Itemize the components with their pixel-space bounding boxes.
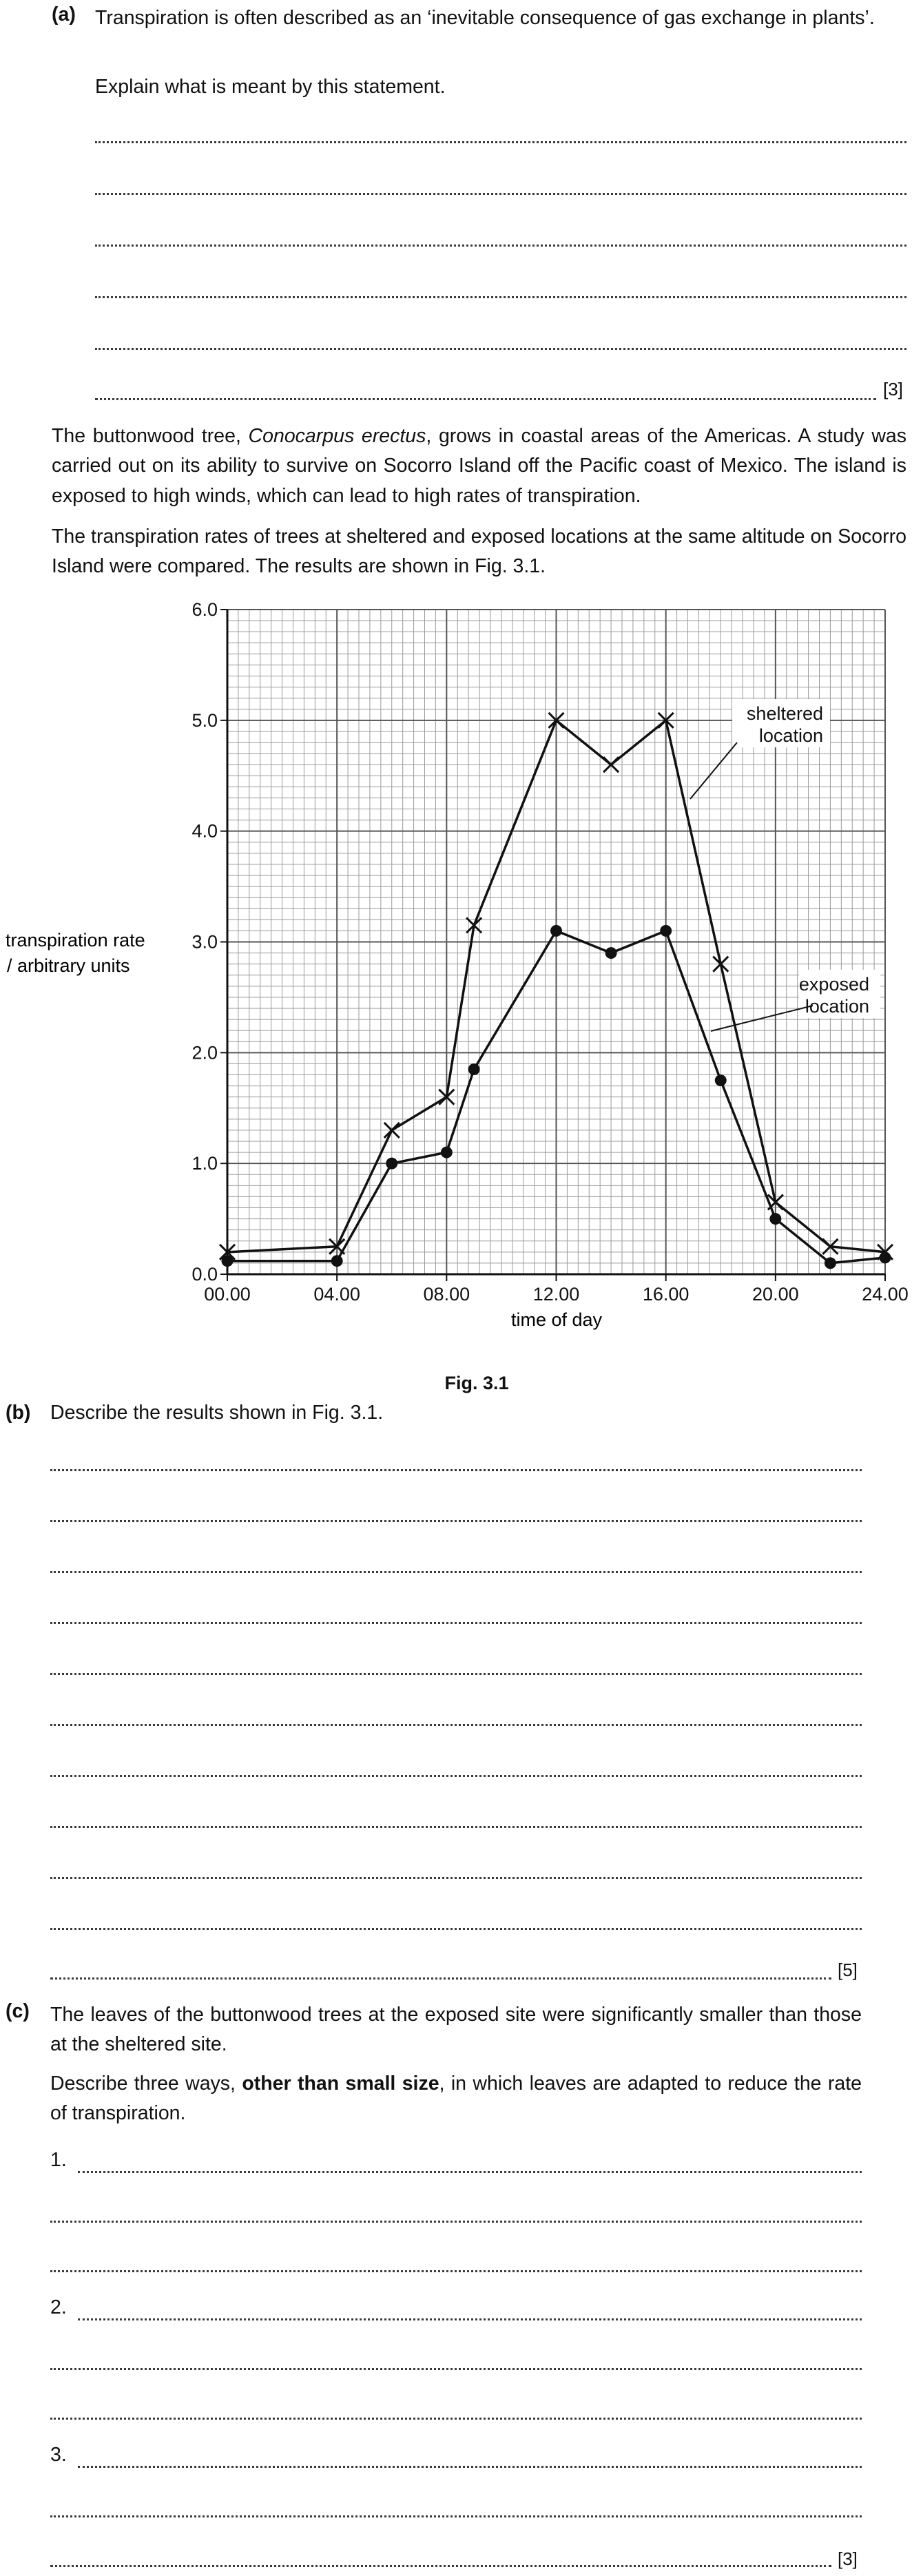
answer-line[interactable] <box>78 2466 862 2468</box>
y-tick-label: 6.0 <box>191 599 218 620</box>
answer-line[interactable] <box>50 2221 862 2223</box>
intro-paragraph-2: The transpiration rates of trees at sheltered and exposed locations at the same altitude on Socorro Island were compared. The results are shown in Fig. 3.1. <box>52 526 906 578</box>
part-a-marks: [3] <box>883 379 903 399</box>
data-point-dot <box>386 1158 397 1170</box>
answer-line[interactable] <box>50 1928 862 1930</box>
part-b-question: Describe the results shown in Fig. 3.1. <box>50 1402 384 1424</box>
answer-line[interactable] <box>95 398 876 400</box>
part-c-label: (c) <box>6 2000 30 2022</box>
answer-line[interactable] <box>50 1520 862 1522</box>
series-label-exposed-line1: exposed <box>798 974 869 995</box>
answer-number-2: 2. <box>50 2296 67 2318</box>
data-point-dot <box>660 925 672 937</box>
answer-line[interactable] <box>95 296 906 298</box>
part-b-label: (b) <box>6 1402 31 1424</box>
x-axis-label: time of day <box>510 1309 603 1330</box>
x-tick-label: 12.00 <box>532 1284 580 1305</box>
x-tick-label: 04.00 <box>313 1284 360 1305</box>
instruction-emphasis: other than small size <box>242 2073 439 2095</box>
figure-caption: Fig. 3.1 <box>444 1373 509 1393</box>
answer-line[interactable] <box>50 1622 862 1624</box>
series-annotations <box>690 699 880 1031</box>
part-a-label: (a) <box>52 3 76 25</box>
answer-line[interactable] <box>95 245 906 247</box>
part-c-marks: [3] <box>838 2548 858 2569</box>
data-point-dot <box>880 1251 891 1263</box>
answer-line[interactable] <box>50 1977 831 1980</box>
answer-line[interactable] <box>50 2270 862 2272</box>
data-point-dot <box>715 1074 727 1086</box>
answer-line[interactable] <box>50 1877 862 1879</box>
part-c-question: The leaves of the buttonwood trees at the exposed site were significantly smaller than those at the sheltered site. <box>50 2004 862 2056</box>
series-label-sheltered-line1: sheltered <box>746 703 823 724</box>
x-tick-label: 24.00 <box>862 1284 909 1305</box>
answer-line[interactable] <box>95 348 906 350</box>
intro-text: , grows in coastal areas of the Americas. A study was carried out on its ability to survive on Socorro Island off the Pacific coast of Mexico. The island is exposed to high winds, which can lead to high rates of transpiration. <box>52 425 906 507</box>
y-axis-label-line2: / arbitrary units <box>7 955 130 976</box>
part-b-answer-area[interactable] <box>50 1419 862 1970</box>
x-tick-label: 08.00 <box>423 1284 470 1305</box>
instruction-text: Describe three ways, <box>50 2073 242 2095</box>
data-point-dot <box>825 1257 836 1269</box>
x-tick-label: 20.00 <box>752 1284 799 1305</box>
species-name: Conocarpus erectus <box>248 425 426 447</box>
y-axis-label-line1: transpiration rate <box>6 930 145 951</box>
intro-paragraph-1 <box>52 422 906 511</box>
y-tick-label: 2.0 <box>191 1042 218 1063</box>
answer-line[interactable] <box>50 2368 862 2370</box>
intro-text: The buttonwood tree, <box>52 425 249 447</box>
transpiration-chart <box>0 592 912 1364</box>
answer-line[interactable] <box>50 1724 862 1726</box>
answer-line[interactable] <box>50 1571 862 1573</box>
part-b-marks: [5] <box>838 1960 858 1980</box>
part-a-answer-area[interactable] <box>95 110 906 399</box>
answer-line[interactable] <box>95 193 906 195</box>
data-point-dot <box>441 1147 453 1159</box>
answer-line[interactable] <box>50 2418 862 2420</box>
answer-number-1: 1. <box>50 2149 67 2171</box>
y-tick-label: 3.0 <box>191 931 218 953</box>
instruction-text: , in which leaves are adapted to reduce the rate of transpiration. <box>50 2073 862 2125</box>
x-tick-label: 16.00 <box>642 1284 690 1305</box>
y-tick-label: 5.0 <box>191 709 218 731</box>
data-point-dot <box>550 925 562 937</box>
data-point-dot <box>769 1213 781 1225</box>
series-label-sheltered-line2: location <box>758 725 823 746</box>
answer-line[interactable] <box>50 1673 862 1675</box>
part-a-question: Transpiration is often described as an ‘inevitable consequence of gas exchange in plants’. <box>95 7 875 29</box>
answer-line[interactable] <box>50 2515 862 2517</box>
y-tick-label: 1.0 <box>191 1153 218 1174</box>
answer-line[interactable] <box>50 2565 831 2567</box>
y-tick-label: 0.0 <box>191 1264 218 1285</box>
data-point-dot <box>331 1255 343 1267</box>
data-point-dot <box>605 947 617 959</box>
answer-line[interactable] <box>95 141 906 143</box>
part-a-instruction: Explain what is meant by this statement. <box>95 76 446 98</box>
answer-line[interactable] <box>50 1826 862 1828</box>
series-label-exposed-line2: location <box>805 996 869 1017</box>
leader-line-sheltered <box>690 742 737 799</box>
part-c-answer-area[interactable] <box>50 2135 862 2576</box>
answer-number-3: 3. <box>50 2444 67 2466</box>
answer-line[interactable] <box>78 2318 862 2320</box>
y-tick-label: 4.0 <box>191 820 218 842</box>
data-point-dot <box>468 1063 480 1075</box>
answer-line[interactable] <box>50 1775 862 1777</box>
data-point-dot <box>222 1255 234 1267</box>
answer-line[interactable] <box>50 1469 862 1471</box>
x-tick-label: 00.00 <box>204 1284 251 1305</box>
part-c-instruction <box>50 2069 862 2129</box>
answer-line[interactable] <box>78 2171 862 2173</box>
